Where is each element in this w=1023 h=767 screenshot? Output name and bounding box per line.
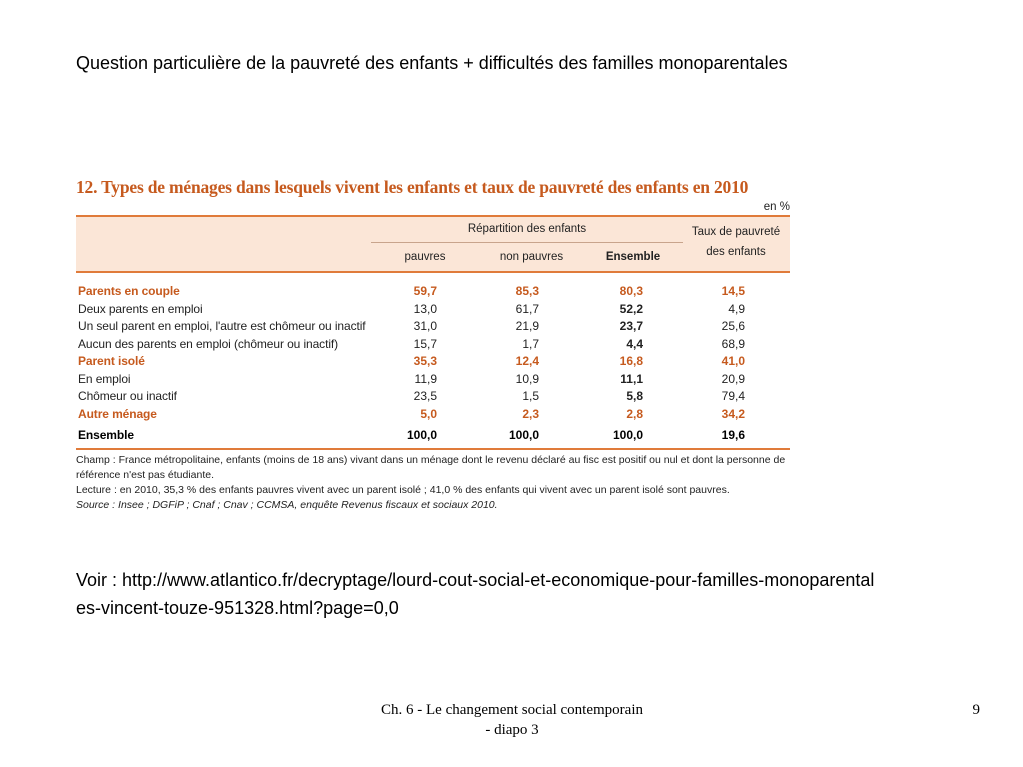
table-header	[76, 217, 790, 271]
cell-non-pauvres: 61,7	[515, 301, 539, 316]
figure-table	[76, 175, 790, 513]
cell-non-pauvres: 12,4	[515, 354, 539, 368]
intro-text: Question particulière de la pauvreté des enfants + difficultés des familles monoparentales	[76, 53, 788, 73]
cell-ensemble: 80,3	[619, 284, 643, 298]
cell-non-pauvres: 10,9	[515, 371, 539, 386]
cell-non-pauvres: 85,3	[515, 284, 539, 298]
cell-pauvres: 15,7	[413, 336, 437, 351]
note-source: Source : Insee ; DGFiP ; Cnaf ; Cnav ; CCMSA, enquête Revenus fiscaux et sociaux 2010.	[76, 498, 498, 511]
note-lecture: Lecture : en 2010, 35,3 % des enfants pauvres vivent avec un parent isolé ; 41,0 % des enfants qui vivent avec un parent isolé sont pauvres.	[76, 483, 730, 496]
row-label: En emploi	[78, 371, 131, 386]
unit-label: en %	[763, 201, 790, 213]
table-row	[76, 336, 790, 354]
cell-ensemble: 16,8	[619, 354, 643, 368]
table-row	[76, 318, 790, 336]
row-label: Parents en couple	[78, 284, 180, 298]
cell-taux: 4,9	[728, 301, 745, 316]
row-label: Chômeur ou inactif	[78, 389, 177, 403]
table-row	[76, 371, 790, 389]
cell-pauvres: 59,7	[413, 284, 437, 298]
col-header-taux	[682, 222, 790, 262]
page-number: 9	[972, 702, 980, 718]
cell-non-pauvres: 21,9	[515, 319, 539, 333]
cell-non-pauvres: 1,5	[522, 389, 539, 403]
row-label: Autre ménage	[78, 406, 157, 421]
figure-title: 12. Types de ménages dans lesquels vivent les enfants et taux de pauvreté des enfants en 2010	[76, 177, 749, 197]
cell-ensemble: 4,4	[626, 336, 643, 351]
row-label: Parent isolé	[78, 354, 145, 368]
table-group-row	[76, 283, 790, 301]
total-pauvres: 100,0	[406, 428, 437, 442]
table-row	[76, 388, 790, 406]
note-champ: Champ : France métropolitaine, enfants (moins de 18 ans) vivant dans un ménage dont le revenu déclaré au fisc est positif ou nul et dont la personne de référence n'est pas étudiante.	[76, 453, 786, 481]
col-header-taux-line2: des enfants	[706, 246, 766, 258]
col-header-pauvres: pauvres	[404, 251, 446, 263]
link-reference[interactable]: Voir : http://www.atlantico.fr/decryptage/lourd-cout-social-et-economique-pour-familles-monoparentales-vincent-touze-951328.html?page=0,0	[76, 570, 875, 618]
cell-pauvres: 11,9	[414, 371, 437, 386]
footer-line2: - diapo 3	[485, 722, 539, 738]
table-row	[76, 301, 790, 319]
cell-pauvres: 35,3	[413, 354, 437, 368]
col-header-taux-line1: Taux de pauvreté	[691, 226, 781, 238]
cell-taux: 14,5	[721, 284, 745, 298]
cell-ensemble: 52,2	[619, 301, 643, 316]
slide-footer	[330, 700, 694, 740]
cell-taux: 41,0	[721, 354, 745, 368]
row-label: Deux parents en emploi	[78, 301, 203, 316]
cell-non-pauvres: 1,7	[522, 336, 539, 351]
cell-ensemble: 11,1	[620, 371, 643, 386]
table-group-row	[76, 353, 790, 371]
group-header-rule	[371, 242, 683, 243]
table-group-row	[76, 406, 790, 424]
total-taux: 19,6	[721, 428, 745, 442]
footer-line1: Ch. 6 - Le changement social contemporain	[381, 702, 643, 718]
total-non-pauvres: 100,0	[508, 428, 539, 442]
cell-taux: 20,9	[721, 371, 745, 386]
cell-taux: 79,4	[721, 389, 745, 403]
total-label: Ensemble	[78, 428, 134, 442]
col-header-ensemble: Ensemble	[605, 251, 661, 263]
row-label: Aucun des parents en emploi (chômeur ou inactif)	[78, 336, 339, 351]
table-notes	[76, 450, 790, 513]
cell-pauvres: 13,0	[413, 301, 437, 316]
total-ensemble: 100,0	[612, 428, 643, 442]
table-body	[76, 273, 790, 423]
cell-non-pauvres: 2,3	[522, 406, 539, 421]
table-row-total	[76, 427, 790, 445]
cell-taux: 34,2	[721, 406, 745, 421]
cell-taux: 25,6	[721, 319, 745, 333]
cell-ensemble: 5,8	[626, 389, 643, 403]
cell-taux: 68,9	[721, 336, 745, 351]
group-header: Répartition des enfants	[467, 223, 587, 235]
row-label: Un seul parent en emploi, l'autre est chômeur ou inactif	[78, 319, 366, 333]
cell-pauvres: 23,5	[413, 389, 437, 403]
col-header-non-pauvres: non pauvres	[499, 251, 564, 263]
cell-pauvres: 31,0	[413, 319, 437, 333]
cell-ensemble: 23,7	[619, 319, 643, 333]
cell-pauvres: 5,0	[420, 406, 437, 421]
cell-ensemble: 2,8	[626, 406, 643, 421]
